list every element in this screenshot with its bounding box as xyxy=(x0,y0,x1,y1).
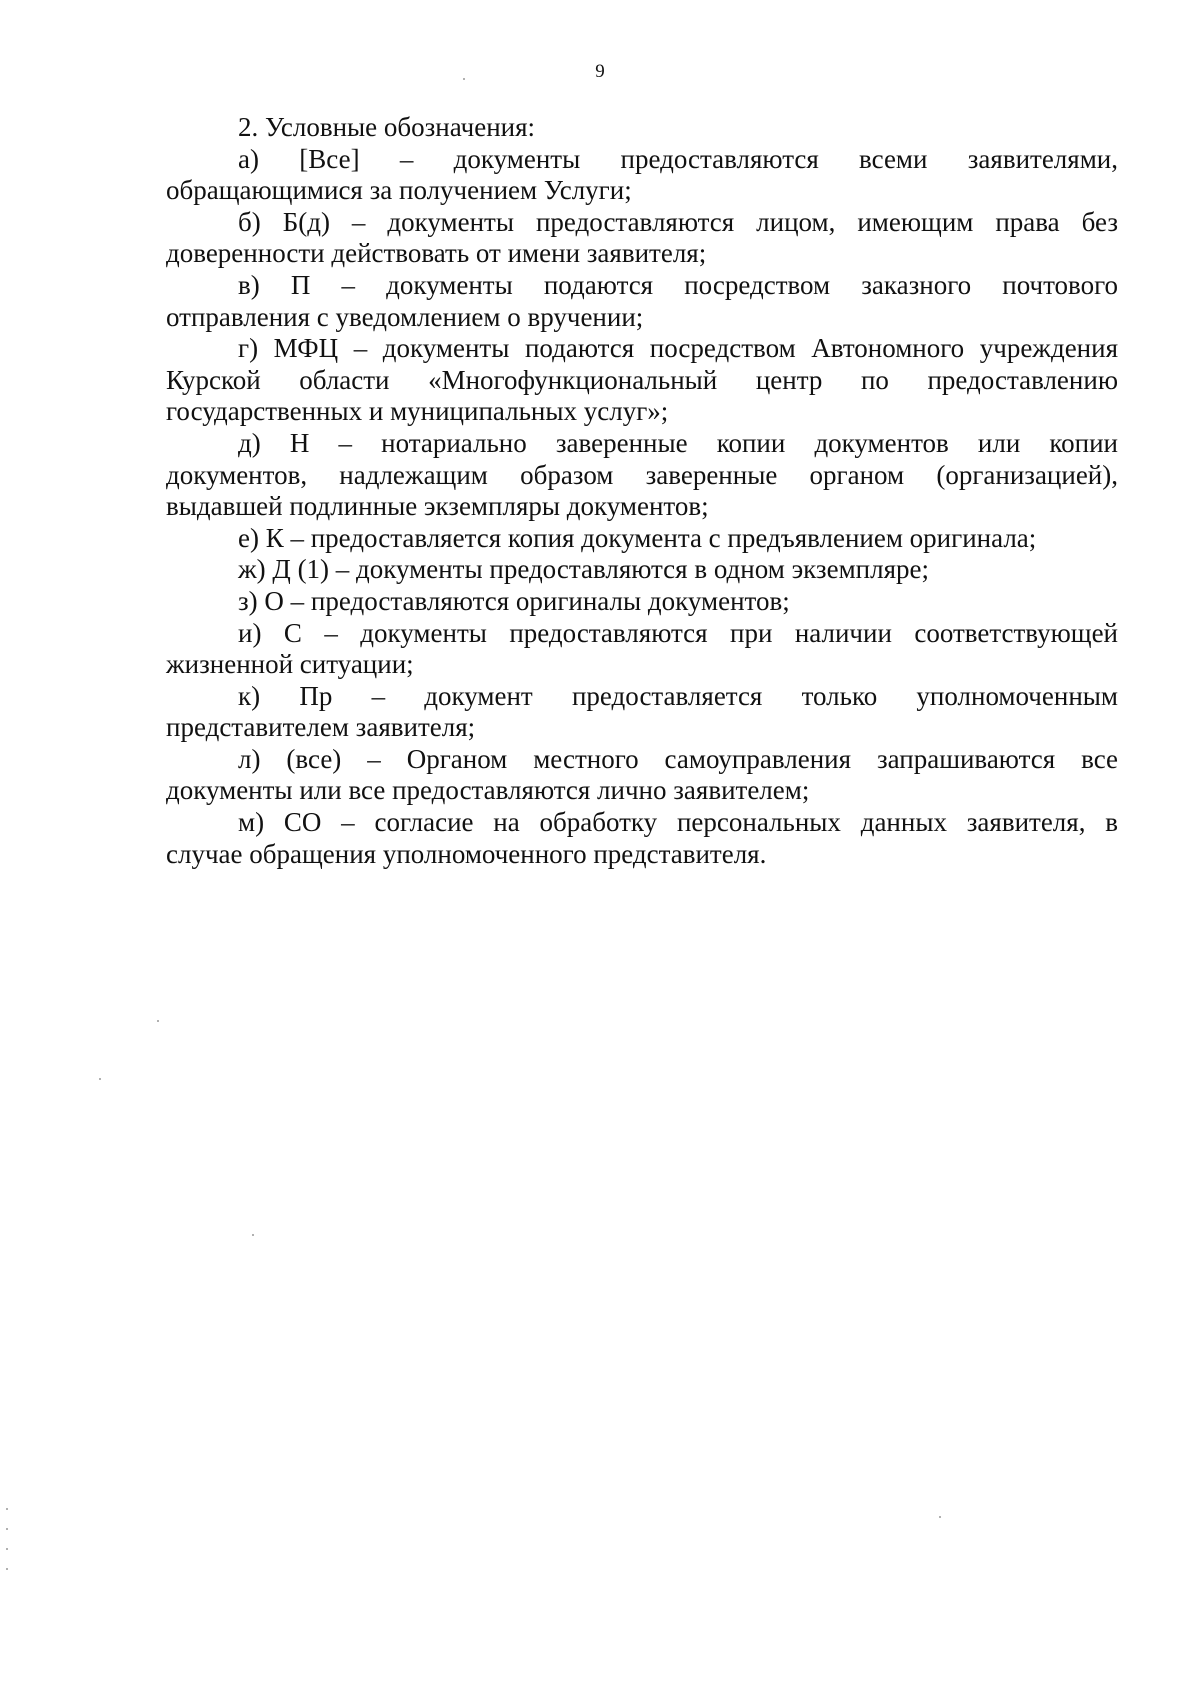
legend-item-z xyxy=(166,586,1118,618)
legend-item-line: з) О – предоставляются оригиналы документов; xyxy=(238,585,790,616)
legend-item-line: Курской области «Многофункциональный центр по предоставлению xyxy=(166,364,1118,395)
legend-item-zh xyxy=(166,554,1118,586)
legend-item-line: обращающимися за получением Услуги; xyxy=(166,175,632,206)
scan-speck xyxy=(157,1020,159,1022)
legend-item-line: жизненной ситуации; xyxy=(166,649,414,680)
scan-speck xyxy=(6,1508,8,1510)
legend-item-k xyxy=(166,681,1118,744)
legend-item-line: случае обращения уполномоченного представителя. xyxy=(166,838,767,869)
legend-item-line: б) Б(д) – документы предоставляются лицом, имеющим права без xyxy=(238,206,1118,237)
legend-item-line: выдавшей подлинные экземпляры документов; xyxy=(166,491,709,522)
legend-item-i xyxy=(166,618,1118,681)
scan-speck xyxy=(99,1078,101,1080)
legend-item-e xyxy=(166,523,1118,555)
legend-item-line: документы или все предоставляются лично заявителем; xyxy=(166,775,810,806)
legend-item-line: государственных и муниципальных услуг»; xyxy=(166,396,669,427)
legend-item-line: документов, надлежащим образом заверенные органом (организацией), xyxy=(166,459,1118,490)
legend-item-v xyxy=(166,270,1118,333)
legend-item-l xyxy=(166,744,1118,807)
scan-speck xyxy=(6,1528,8,1530)
legend-item-line: г) МФЦ – документы подаются посредством Автономного учреждения xyxy=(238,333,1118,364)
legend-item-m xyxy=(166,807,1118,870)
legend-item-b xyxy=(166,207,1118,270)
legend-item-line: д) Н – нотариально заверенные копии документов или копии xyxy=(238,427,1118,458)
legend-item-line: отправления с уведомлением о вручении; xyxy=(166,301,644,332)
scan-speck xyxy=(939,1516,941,1518)
scan-speck xyxy=(6,1548,8,1550)
legend-item-g xyxy=(166,333,1118,428)
scan-speck xyxy=(463,78,465,80)
legend-item-d xyxy=(166,428,1118,523)
scan-speck xyxy=(252,1234,254,1236)
legend-section xyxy=(166,112,1118,870)
legend-item-line: е) К – предоставляется копия документа с предъявлением оригинала; xyxy=(238,522,1037,553)
legend-item-line: к) Пр – документ предоставляется только уполномоченным xyxy=(238,680,1118,711)
legend-item-line: и) С – документы предоставляются при наличии соответствующей xyxy=(238,617,1118,648)
legend-item-line: а) [Все] – документы предоставляются всеми заявителями, xyxy=(238,143,1118,174)
legend-item-line: представителем заявителя; xyxy=(166,712,476,743)
legend-item-line: ж) Д (1) – документы предоставляются в одном экземпляре; xyxy=(238,554,929,585)
legend-item-line: доверенности действовать от имени заявителя; xyxy=(166,238,707,269)
legend-item-line: в) П – документы подаются посредством заказного почтового xyxy=(238,269,1118,300)
page-number: 9 xyxy=(595,61,605,82)
section-heading: 2. Условные обозначения: xyxy=(238,112,536,142)
legend-item-line: м) СО – согласие на обработку персональных данных заявителя, в xyxy=(238,807,1118,838)
scan-speck xyxy=(6,1568,8,1570)
legend-item-line: л) (все) – Органом местного самоуправления запрашиваются все xyxy=(238,743,1118,774)
legend-item-a xyxy=(166,144,1118,207)
